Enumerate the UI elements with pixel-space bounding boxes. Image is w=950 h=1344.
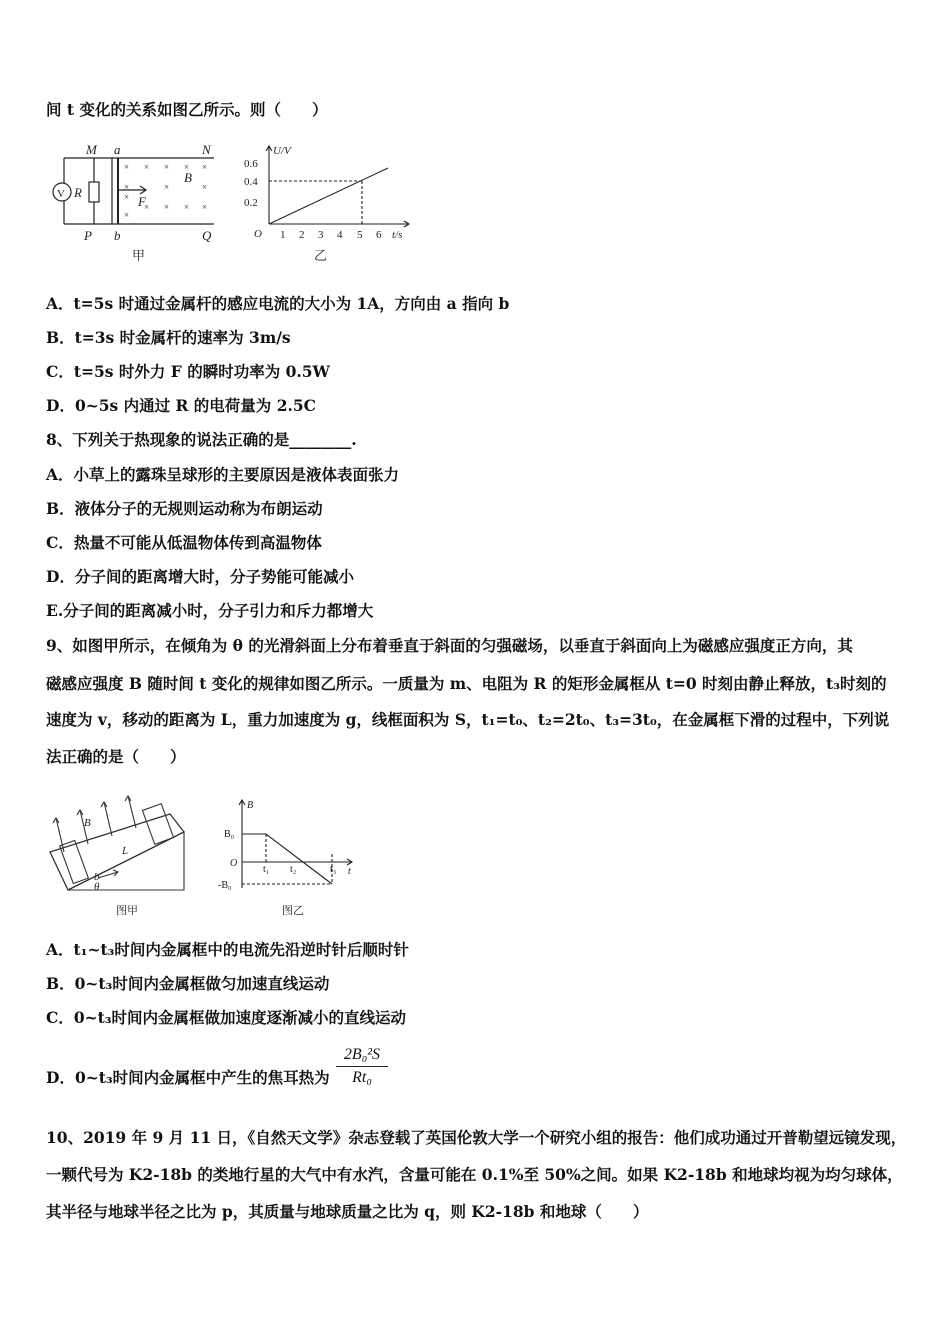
svg-text:×: × <box>202 202 208 212</box>
svg-text:×: × <box>164 202 170 212</box>
incline-label-b: b <box>94 871 100 883</box>
figure-1 <box>44 140 424 270</box>
label-Q: Q <box>202 228 212 243</box>
q9-option-b: B．0~t₃时间内金属框做匀加速直线运动 <box>46 974 330 993</box>
bt-y-tick-neg-b0: -B₀ <box>218 880 232 891</box>
q10-stem-line-1: 10、2019 年 9 月 11 日，《自然天文学》杂志登载了英国伦敦大学一个研究小组的报告：他们成功通过开普勒望远镜发现， <box>46 1128 907 1147</box>
svg-text:×: × <box>184 202 190 212</box>
q9-stem-line-1: 9、如图甲所示，在倾角为 θ 的光滑斜面上分布着垂直于斜面的匀强磁场，以垂直于斜面向上为磁感应强度正方向，其 <box>46 636 853 655</box>
fraction-denominator: Rt₀ <box>352 1069 372 1086</box>
svg-text:×: × <box>124 182 130 192</box>
q10-stem-line-2: 一颗代号为 K2-18b 的类地行星的大气中有水汽，含量可能在 0.1%至 50%之间。如果 K2-18b 和地球均视为均匀球体， <box>46 1165 903 1184</box>
x-tick-5: 5 <box>357 229 363 241</box>
incline-label-theta: θ <box>94 881 100 893</box>
q9-stem-line-2: 磁感应强度 B 随时间 t 变化的规律如图乙所示。一质量为 m、电阻为 R 的矩形金属框从 t=0 时刻由静止释放，t₃时刻的 <box>46 674 887 693</box>
graph-xlabel: t/s <box>392 229 403 241</box>
q8-stem: 8、下列关于热现象的说法正确的是________. <box>46 430 357 449</box>
incline-diagram <box>50 796 184 890</box>
q9-option-c: C．0~t₃时间内金属框做加速度逐渐减小的直线运动 <box>46 1008 407 1027</box>
q9-stem-line-3: 速度为 v，移动的距离为 L，重力加速度为 g，线框面积为 S，t₁=t₀、t₂=2t₀、t₃=3t₀，在金属框下滑的过程中，下列说 <box>46 710 890 729</box>
bt-origin: O <box>230 858 238 869</box>
svg-text:×: × <box>124 192 130 202</box>
label-M: M <box>86 142 97 157</box>
q8-option-d: D．分子间的距离增大时，分子势能可能减小 <box>46 567 354 586</box>
caption-tu-yi: 图乙 <box>282 905 304 917</box>
q9-option-d: D．0~t₃时间内金属框中产生的焦耳热为 <box>46 1068 330 1087</box>
label-b: b <box>114 228 121 243</box>
bt-xlabel: t <box>348 866 351 877</box>
q8-option-a: A．小草上的露珠呈球形的主要原因是液体表面张力 <box>46 465 400 484</box>
svg-text:×: × <box>144 202 150 212</box>
x-tick-3: 3 <box>318 229 324 241</box>
magnetic-field-crosses <box>124 162 207 220</box>
caption-jia: 甲 <box>132 248 146 263</box>
graph-ylabel: U/V <box>273 145 291 157</box>
q9-stem-line-4: 法正确的是（ ） <box>46 747 186 766</box>
incline-label-L: L <box>122 845 129 857</box>
svg-text:×: × <box>202 182 208 192</box>
label-B: B <box>184 170 192 185</box>
graph-origin: O <box>254 228 262 240</box>
svg-text:×: × <box>144 162 150 172</box>
y-tick-0.6: 0.6 <box>244 158 258 170</box>
bt-x-tick-t2: t₂ <box>290 864 297 875</box>
caption-tu-jia: 图甲 <box>116 905 138 917</box>
bt-y-tick-b0: B₀ <box>224 829 235 840</box>
x-tick-6: 6 <box>376 229 382 241</box>
x-tick-1: 1 <box>280 229 286 241</box>
figure-2 <box>44 792 374 922</box>
label-N: N <box>202 142 211 157</box>
svg-text:×: × <box>124 162 130 172</box>
joule-heat-fraction <box>336 1046 388 1087</box>
label-R: R <box>74 185 82 200</box>
svg-text:×: × <box>202 162 208 172</box>
y-tick-0.4: 0.4 <box>244 176 258 188</box>
intro-line: 间 t 变化的关系如图乙所示。则（ ） <box>46 100 328 119</box>
bt-ylabel: B <box>247 800 254 811</box>
q8-option-c: C．热量不可能从低温物体传到高温物体 <box>46 533 322 552</box>
bt-x-tick-t1: t₁ <box>263 864 270 875</box>
q8-option-b: B．液体分子的无规则运动称为布朗运动 <box>46 499 323 518</box>
x-tick-2: 2 <box>299 229 305 241</box>
label-F: F <box>138 194 146 209</box>
q7-option-d: D．0~5s 内通过 R 的电荷量为 2.5C <box>46 396 316 415</box>
svg-text:×: × <box>124 210 130 220</box>
label-a: a <box>114 142 121 157</box>
q8-option-e: E.分子间的距离减小时，分子引力和斥力都增大 <box>46 601 374 620</box>
q7-option-a: A．t=5s 时通过金属杆的感应电流的大小为 1A，方向由 a 指向 b <box>46 294 510 313</box>
label-P: P <box>84 228 92 243</box>
q9-option-a: A．t₁~t₃时间内金属框中的电流先沿逆时针后顺时针 <box>46 940 409 959</box>
label-V: V <box>57 188 65 200</box>
y-tick-0.2: 0.2 <box>244 197 258 209</box>
caption-yi: 乙 <box>314 248 328 263</box>
incline-label-B: B <box>84 817 91 829</box>
bt-x-tick-t3: t₃ <box>330 864 337 875</box>
fraction-numerator: 2B₀²S <box>336 1046 388 1067</box>
q7-option-c: C．t=5s 时外力 F 的瞬时功率为 0.5W <box>46 362 330 381</box>
ut-graph <box>266 146 409 227</box>
q7-option-b: B．t=3s 时金属杆的速率为 3m/s <box>46 328 291 347</box>
svg-text:×: × <box>184 162 190 172</box>
x-tick-4: 4 <box>337 229 343 241</box>
q10-stem-line-3: 其半径与地球半径之比为 p，其质量与地球质量之比为 q，则 K2-18b 和地球（ ） <box>46 1202 649 1221</box>
svg-text:×: × <box>164 162 170 172</box>
svg-text:×: × <box>164 182 170 192</box>
